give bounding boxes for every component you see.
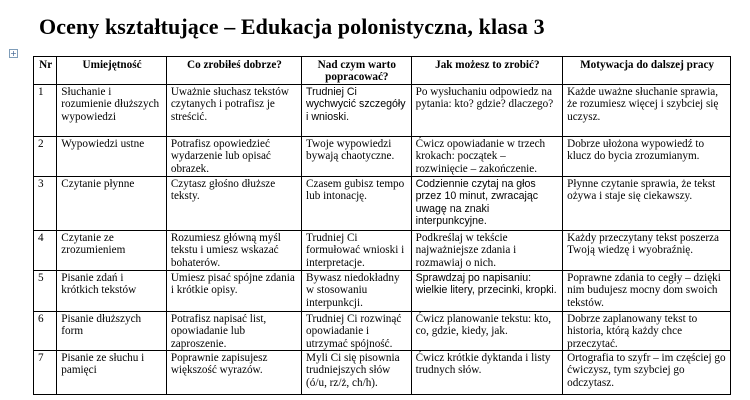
table-row	[34, 84, 731, 136]
table-row	[34, 136, 731, 176]
row-number: 4	[34, 230, 57, 270]
skill-cell: Wypowiedzi ustne	[57, 136, 167, 176]
motivation-cell: Każdy przeczytany tekst poszerza Twoją wiedzę i wyobraźnię.	[563, 230, 731, 270]
good-cell: Potrafisz opowiedzieć wydarzenie lub opisać obrazek.	[166, 136, 301, 176]
improve-cell: Twoje wypowiedzi bywają chaotyczne.	[302, 136, 412, 176]
header-how: Jak możesz to zrobić?	[411, 57, 563, 85]
how-cell: Ćwicz planowanie tekstu: kto, co, gdzie, kiedy, jak.	[411, 311, 563, 350]
how-cell: Ćwicz opowiadanie w trzech krokach: początek – rozwinięcie – zakończenie.	[411, 136, 563, 176]
table-move-handle-icon[interactable]: +	[10, 49, 17, 58]
improve-cell: Czasem gubisz tempo lub intonację.	[302, 176, 412, 230]
table-row	[34, 270, 731, 311]
how-cell: Sprawdzaj po napisaniu: wielkie litery, przecinki, kropki.	[411, 270, 563, 311]
good-cell: Czytasz głośno dłuższe teksty.	[166, 176, 301, 230]
skill-cell: Czytanie płynne	[57, 176, 167, 230]
header-motivation: Motywacja do dalszej pracy	[563, 57, 731, 85]
improve-cell: Trudniej Ci rozwinąć opowiadanie i utrzymać spójność.	[302, 311, 412, 350]
header-good: Co zrobiłeś dobrze?	[166, 57, 301, 85]
table-header-row	[34, 57, 731, 85]
row-number: 7	[34, 351, 57, 395]
table-row	[34, 176, 731, 230]
good-cell: Poprawnie zapisujesz większość wyrazów.	[166, 351, 301, 395]
improve-cell: Bywasz niedokładny w stosowaniu interpunkcji.	[302, 270, 412, 311]
table-row	[34, 311, 731, 350]
improve-cell: Trudniej Ci wychwycić szczegóły i wnioski.	[302, 84, 412, 136]
how-cell: Codziennie czytaj na głos przez 10 minut, zwracając uwagę na znaki interpunkcyjne.	[411, 176, 563, 230]
motivation-cell: Płynne czytanie sprawia, że tekst ożywa i staje się ciekawszy.	[563, 176, 731, 230]
table-row	[34, 230, 731, 270]
good-cell: Uważnie słuchasz tekstów czytanych i potrafisz je streścić.	[166, 84, 301, 136]
good-cell: Rozumiesz główną myśl tekstu i umiesz wskazać bohaterów.	[166, 230, 301, 270]
how-cell: Ćwicz krótkie dyktanda i listy trudnych słów.	[411, 351, 563, 395]
row-number: 6	[34, 311, 57, 350]
table-row	[34, 351, 731, 395]
motivation-cell: Każde uważne słuchanie sprawia, że rozumiesz więcej i szybciej się uczysz.	[563, 84, 731, 136]
header-skill: Umiejętność	[57, 57, 167, 85]
skill-cell: Słuchanie i rozumienie dłuższych wypowiedzi	[57, 84, 167, 136]
good-cell: Potrafisz napisać list, opowiadanie lub zaproszenie.	[166, 311, 301, 350]
row-number: 2	[34, 136, 57, 176]
row-number: 5	[34, 270, 57, 311]
header-improve: Nad czym warto popracować?	[302, 57, 412, 85]
how-cell: Podkreślaj w tekście najważniejsze zdania i rozmawiaj o nich.	[411, 230, 563, 270]
skill-cell: Pisanie ze słuchu i pamięci	[57, 351, 167, 395]
how-cell: Po wysłuchaniu odpowiedz na pytania: kto? gdzie? dlaczego?	[411, 84, 563, 136]
skill-cell: Czytanie ze zrozumieniem	[57, 230, 167, 270]
assessment-table	[33, 56, 731, 395]
skill-cell: Pisanie zdań i krótkich tekstów	[57, 270, 167, 311]
header-nr: Nr	[34, 57, 57, 85]
page-title: Oceny kształtujące – Edukacja polonistyczna, klasa 3	[39, 14, 545, 39]
improve-cell: Trudniej Ci formułować wnioski i interpretacje.	[302, 230, 412, 270]
row-number: 3	[34, 176, 57, 230]
motivation-cell: Ortografia to szyfr – im częściej go ćwiczysz, tym szybciej go odczytasz.	[563, 351, 731, 395]
improve-cell: Myli Ci się pisownia trudniejszych słów (ó/u, rz/ż, ch/h).	[302, 351, 412, 395]
good-cell: Umiesz pisać spójne zdania i krótkie opisy.	[166, 270, 301, 311]
skill-cell: Pisanie dłuższych form	[57, 311, 167, 350]
motivation-cell: Dobrze zaplanowany tekst to historia, którą każdy chce przeczytać.	[563, 311, 731, 350]
motivation-cell: Poprawne zdania to cegły – dzięki nim budujesz mocny dom swoich tekstów.	[563, 270, 731, 311]
row-number: 1	[34, 84, 57, 136]
motivation-cell: Dobrze ułożona wypowiedź to klucz do bycia zrozumianym.	[563, 136, 731, 176]
